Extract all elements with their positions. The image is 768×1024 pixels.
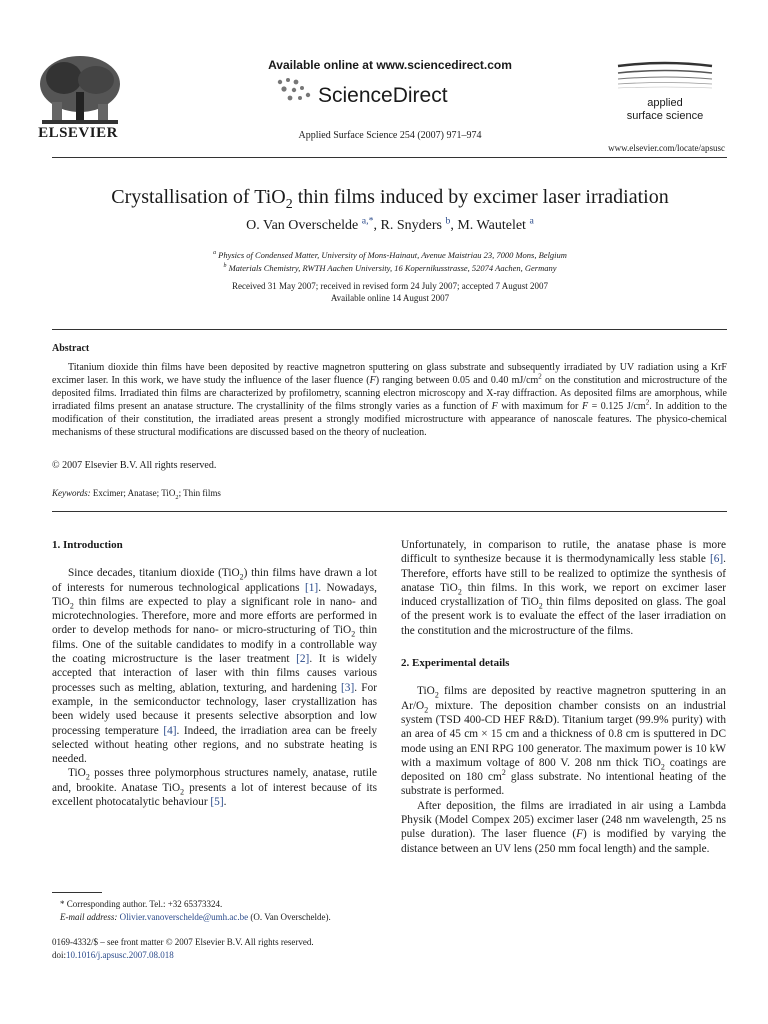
footnote-divider [52, 892, 102, 893]
issn-line: 0169-4332/$ – see front matter © 2007 Elsevier B.V. All rights reserved. [52, 937, 314, 947]
experimental-paragraph-2: After deposition, the films are irradiated in air using a Lambda Physik (Model Compex 205) excimer laser (248 nm wavelength, 25 ns pulse duration). The laser fluence (F) is modified by varying the distance between an UV lens (250 mm focal length) and the sample. [401, 799, 727, 855]
footnote-corresponding-author: * Corresponding author. Tel.: +32 65373324. [60, 899, 223, 909]
journal-logo-text-1: applied [647, 97, 683, 109]
abstract-top-divider [52, 329, 727, 330]
citation-link[interactable]: [3] [341, 681, 355, 694]
available-online-date: Available online 14 August 2007 [330, 293, 450, 303]
citation-link[interactable]: [5] [210, 796, 224, 809]
abstract-text: Titanium dioxide thin films have been deposited by reactive magnetron sputtering on glass substrate and subsequently irradiated by UV radiation using a KrF excimer laser. In this work, we have study the influence of the laser fluence (F) ranging between 0.05 and 0.40 $mJ/cm^2$ on the constitution and microstructure of the deposited films. Irradiated thin films are characterized by profilometry, scanning electron microscopy and X-ray diffraction. As deposited films are amorphous, while irradiated films present an anatase structure. The crystallinity of the films strongly varies as a function of F with maximum for F = 0.125 $J/cm^2$. In addition to the modification of their constitution, the irradiated areas present a strongly modified microstructure with appearance of nanoscale features. The physico-chemical mechanisms of these structural modifications are discussed based on the theory of nucleation. [52, 362, 728, 438]
section-heading-experimental: 2. Experimental details [401, 657, 510, 670]
intro-paragraph-1: Since decades, titanium dioxide (TiO$_2$) thin films have drawn a lot of interests for numerous technological applications [1]. Nowadays, TiO$_2$ thin films are expected to play a significant role in nano- and microtechnologies. Therefore, more and more efforts are performed in order to develop methods for nano- or micro-structuring of TiO$_2$ thin films. One of the suitable candidates to modify in a controllable way the coating microstructure is the laser treatment [2]. It is widely accepted that interaction of laser with thin films causes various processes such as melting, ablation, texturing, and hardening [3]. For example, in the semiconductor technology, laser crystallization has been widely used because it presents selective absorption and low processing temperature [4]. Indeed, the irradiation area can be freely selected without heating other regions, and no substrate heating is needed. [52, 567, 378, 766]
sciencedirect-dots-icon [272, 76, 317, 106]
right-column [401, 538, 726, 856]
affiliation-a: $^a$ Physics of Condensed Matter, University of Mons-Hainaut, Avenue Maistriau 23, 7000 Mons, Belgium [213, 250, 567, 260]
intro-paragraph-3: Unfortunately, in comparison to rutile, the anatase phase is more difficult to synthesize because it is thermodynamically less stable [6]. Therefore, efforts have still to be realized to optimize the synthesis of anatase TiO$_2$ thin films. In this work, we report on excimer laser induced crystallization of TiO$_2$ thin films deposited on glass. The goal of the present work is to evaluate the effect of the laser irradiation on the constitution and the microstructure of the films. [401, 539, 726, 637]
article-title: Crystallisation of TiO$_2$ thin films induced by excimer laser irradiation [111, 186, 669, 212]
citation-link[interactable]: [4] [163, 724, 177, 737]
abstract-bottom-divider [52, 511, 727, 512]
journal-url[interactable]: www.elsevier.com/locate/apsusc [608, 143, 725, 153]
experimental-paragraph-1: TiO$_2$ films are deposited by reactive magnetron sputtering in an $Ar/O_2$ mixture. The deposition chamber consists on an industrial system (TSD 400-CD HEF R&D). Titanium target (99.9% purity) with an area of 45 cm × 15 cm and a thickness of 0.8 cm is sputtered in DC mode using an ENI RPG 100 generator. The maximum power is 10 kW with a maximum voltage of 800 V. 208 nm thick TiO$_2$ coatings are deposited on 180 $cm^2$ glass substrate. No intentional heating of the substrate is performed. [401, 685, 727, 798]
keywords: Keywords: Excimer; Anatase; TiO$_2$; Thin films [52, 488, 221, 501]
left-column [52, 538, 377, 809]
available-online-text: Available online at www.sciencedirect.com [268, 58, 512, 72]
author-list: O. Van Overschelde $^{a,*}$, R. Snyders $^b$, M. Wautelet $^a$ [246, 215, 534, 233]
header-divider [52, 157, 727, 158]
citation-link[interactable]: [2] [296, 653, 310, 666]
intro-paragraph-2: TiO$_2$ posses three polymorphous structures namely, anatase, rutile and, brookite. Anatase TiO$_2$ presents a lot of interest because of its excellent photocatalytic behaviour [5]. [52, 767, 378, 809]
journal-logo-text-2: surface science [626, 110, 704, 122]
doi-line: doi:10.1016/j.apsusc.2007.08.018 [52, 950, 174, 960]
journal-citation: Applied Surface Science 254 (2007) 971–974 [298, 130, 482, 141]
affiliation-b: $^b$ Materials Chemistry, RWTH Aachen University, 16 Kopernikusstrasse, 52074 Aachen, Germany [223, 263, 557, 273]
sciencedirect-wordmark: ScienceDirect [318, 84, 448, 107]
received-dates: Received 31 May 2007; received in revised form 24 July 2007; accepted 7 August 2007 [232, 281, 548, 291]
section-heading-introduction: 1. Introduction [52, 539, 123, 551]
email-link[interactable]: Olivier.vanoverschelde@umh.ac.be [119, 912, 249, 922]
doi-link[interactable]: 10.1016/j.apsusc.2007.08.018 [66, 950, 174, 960]
abstract-heading: Abstract [52, 343, 90, 354]
citation-link[interactable]: [6] [709, 553, 724, 566]
abstract-copyright: © 2007 Elsevier B.V. All rights reserved. [52, 460, 217, 471]
footnote-email: E-mail address: Olivier.vanoverschelde@umh.ac.be (O. Van Overschelde). [60, 912, 331, 922]
publisher-name: ELSEVIER [38, 125, 118, 141]
citation-link[interactable]: [1] [305, 581, 319, 594]
